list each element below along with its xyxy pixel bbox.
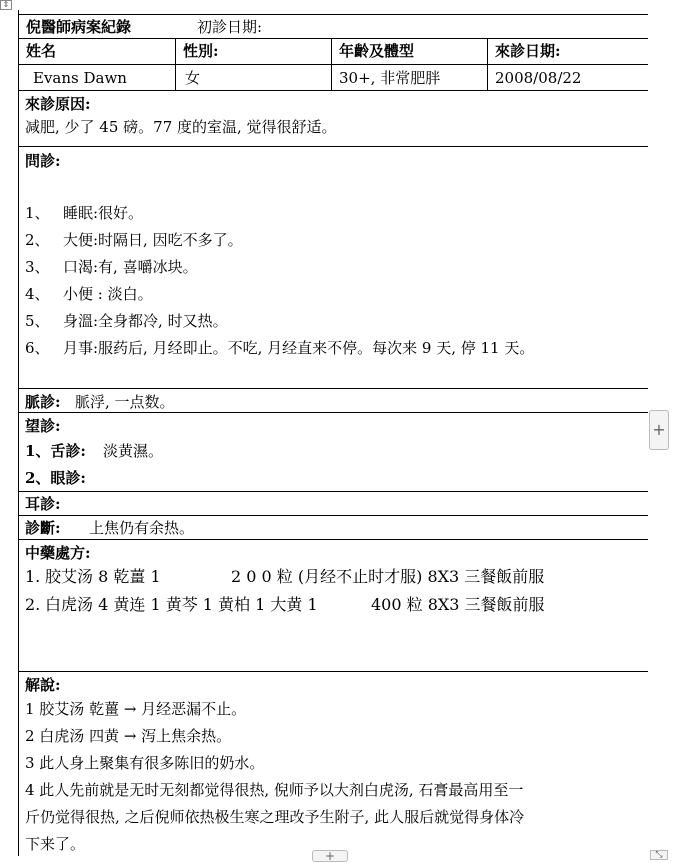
patient-name: Evans Dawn	[33, 69, 127, 87]
observation-section	[19, 412, 648, 491]
inquiry-num-2: 2、	[25, 231, 50, 249]
inquiry-item-stool: 大便:时隔日, 因吃不多了。	[63, 231, 243, 249]
diagnosis-text: 上焦仍有余热。	[89, 519, 195, 537]
inquiry-item-sleep: 睡眠:很好。	[63, 204, 144, 222]
prescription-formula-1: 胶艾汤 8 乾薑 1	[45, 567, 161, 586]
add-column-tab[interactable]	[312, 850, 348, 862]
visit-date: 2008/08/22	[495, 69, 582, 87]
patient-sex: 女	[185, 69, 201, 87]
info-values-row	[19, 64, 648, 90]
prescription-pills-2: 400 粒 8X3 三餐飯前服	[371, 595, 545, 614]
explanation-section	[19, 671, 648, 856]
explanation-line-1: 1 胶艾汤 乾薑 → 月经恶漏不止。	[25, 700, 247, 718]
record-title: 倪醫師病案紀錄	[26, 18, 132, 36]
info-header-row	[19, 38, 648, 64]
header-cell-date	[488, 39, 648, 65]
prescription-pills-1: 2 0 0 粒 (月经不止时才服) 8X3 三餐飯前服	[231, 567, 545, 586]
inquiry-item-menses: 月事:服药后, 月经即止。不吃, 月经直来不停。每次来 9 天, 停 11 天。	[63, 339, 535, 357]
inquiry-section	[19, 146, 648, 388]
reason-text: 减肥, 少了 45 磅。77 度的室温, 觉得很舒适。	[25, 118, 337, 136]
header-date: 來診日期:	[495, 42, 561, 60]
value-cell-date	[488, 65, 648, 91]
header-cell-name	[19, 39, 176, 65]
inquiry-num-5: 5、	[25, 312, 50, 330]
title-row	[19, 14, 648, 38]
header-cell-sex	[176, 39, 332, 65]
explanation-line-6: 下来了。	[25, 835, 86, 853]
explanation-line-5: 斤仍觉得很热, 之后倪师依热极生寒之理改予生附子, 此人服后就觉得身体冷	[25, 808, 525, 826]
explanation-line-3: 3 此人身上聚集有很多陈旧的奶水。	[25, 754, 265, 772]
plus-icon-bottom[interactable]: +	[324, 849, 336, 863]
inquiry-item-body-temp: 身溫:全身都冷, 时又热。	[63, 312, 228, 330]
inquiry-item-thirst: 口渴:有, 喜嚼冰块。	[63, 258, 198, 276]
value-cell-sex	[176, 65, 332, 91]
ear-label: 耳診:	[25, 495, 61, 513]
prescription-label: 中藥處方:	[25, 544, 91, 562]
pulse-label: 脈診:	[25, 393, 61, 411]
prescription-section	[19, 539, 648, 671]
explanation-line-2: 2 白虎汤 四黄 → 泻上焦余热。	[25, 727, 232, 745]
tongue-text: 淡黄濕。	[103, 442, 164, 460]
prescription-formula-2: 白虎汤 4 黄连 1 黄芩 1 黄柏 1 大黄 1	[45, 595, 318, 614]
header-name: 姓名	[26, 42, 57, 60]
inquiry-label: 問診:	[25, 152, 61, 170]
diagnosis-label: 診斷:	[25, 519, 61, 537]
prescription-num-2: 2.	[25, 595, 41, 614]
resize-handle-icon[interactable]: ⤡	[650, 850, 668, 860]
add-row-tab[interactable]	[649, 410, 669, 450]
first-visit-label: 初診日期:	[197, 18, 263, 36]
move-handle-icon[interactable]: ⇕	[0, 0, 12, 10]
header-sex: 性別:	[183, 42, 219, 60]
plus-icon[interactable]: +	[652, 420, 666, 439]
header-cell-age	[332, 39, 488, 65]
pulse-text: 脈浮, 一点数。	[75, 393, 175, 411]
inquiry-num-4: 4、	[25, 285, 50, 303]
prescription-num-1: 1.	[25, 567, 41, 586]
inquiry-num-3: 3、	[25, 258, 50, 276]
inquiry-item-urine: 小便 : 淡白。	[63, 285, 153, 303]
diagnosis-section	[19, 515, 648, 539]
reason-label: 來診原因:	[25, 95, 91, 113]
explanation-label: 解說:	[25, 676, 61, 694]
inquiry-num-6: 6、	[25, 339, 50, 357]
case-record-document	[18, 10, 647, 856]
eye-label: 2、眼診:	[25, 469, 86, 487]
ear-section	[19, 491, 648, 515]
header-age: 年齡及體型	[339, 42, 415, 60]
pulse-section	[19, 388, 648, 412]
inquiry-num-1: 1、	[25, 204, 50, 222]
value-cell-name	[19, 65, 176, 91]
tongue-label: 1、舌診:	[25, 442, 86, 460]
patient-age-build: 30+, 非常肥胖	[339, 69, 441, 87]
value-cell-age	[332, 65, 488, 91]
explanation-line-4: 4 此人先前就是无时无刻都觉得很热, 倪师予以大剂白虎汤, 石膏最高用至一	[25, 781, 524, 799]
observation-label: 望診:	[25, 417, 61, 435]
reason-section	[19, 90, 648, 146]
